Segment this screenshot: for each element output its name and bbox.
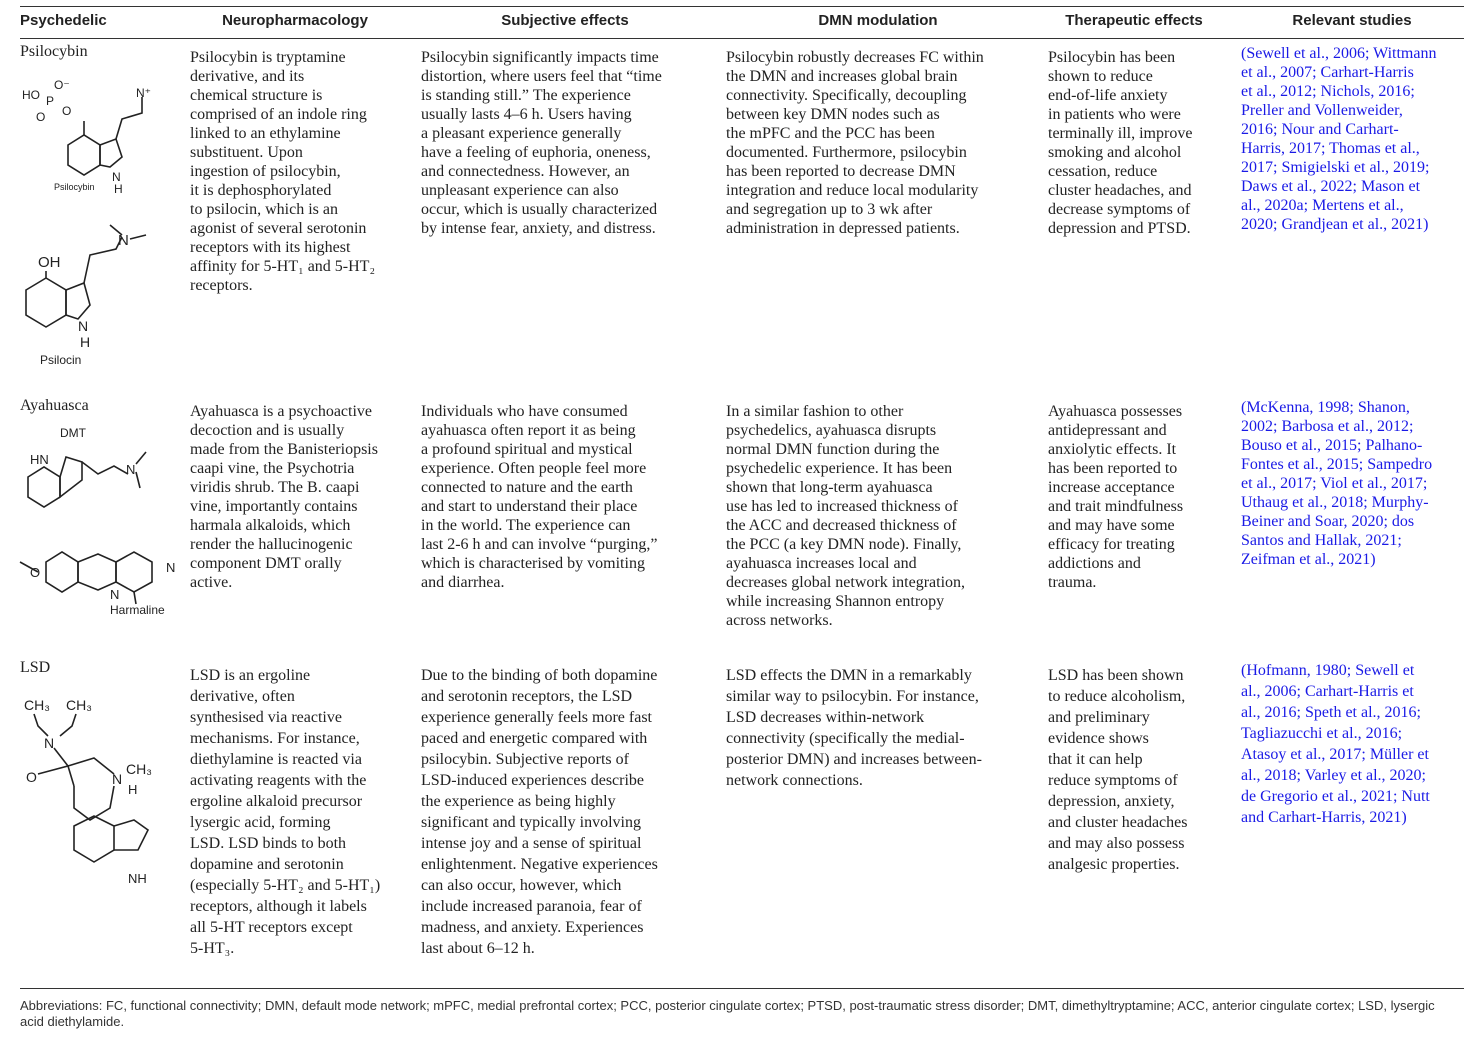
svg-text:H: H <box>128 782 138 797</box>
dmt-structure <box>28 426 146 507</box>
harmaline-structure <box>20 552 175 617</box>
header-subjective-effects: Subjective effects <box>501 12 629 29</box>
svg-text:N: N <box>112 170 121 184</box>
svg-text:N⁺: N⁺ <box>136 86 151 100</box>
psilocin-structure <box>26 225 146 367</box>
ayahuasca-neuropharmacology: Ayahuasca is a psychoactive decoction and is usually made from the Banisteriopsis caapi vine, the Psychotria viridis shrub. The B. caapi vine, importantly contains harmala alkaloids, which render the hallucinogenic component DMT orally active. <box>190 403 378 591</box>
svg-text:N: N <box>118 232 129 249</box>
svg-text:O: O <box>30 565 41 580</box>
svg-text:H: H <box>114 182 123 196</box>
ayahuasca-subjective-effects: Individuals who have consumed ayahuasca often report it as being a profound spiritual and mystical experience. Often people feel more connected to nature and the earth and start to understand their place in the world. The experience can last 2-6 h and can involve “purging,” which is characterised by vomiting and diarrhea. <box>421 403 658 591</box>
svg-text:O: O <box>26 769 37 785</box>
row-name-psilocybin: Psilocybin <box>20 43 88 60</box>
svg-text:CH₃: CH₃ <box>126 761 152 777</box>
svg-text:N: N <box>44 735 55 751</box>
table-footnote: Abbreviations: FC, functional connectivity; DMN, default mode network; mPFC, medial prefrontal cortex; PCC, posterior cingulate cortex; PTSD, post-traumatic stress disorder; DMT, dimethyltryptamine; ACC, anterior cingulate cortex; LSD, lysergic acid diethylamide. <box>20 998 1435 1029</box>
svg-text:H: H <box>80 334 91 350</box>
svg-text:N: N <box>112 771 123 787</box>
dmt-harmaline-structures <box>18 422 188 622</box>
bottom-rule <box>20 988 1464 989</box>
svg-text:NH: NH <box>128 871 147 886</box>
ayahuasca-therapeutic-effects: Ayahuasca possesses antidepressant and anxiolytic effects. It has been reported to increase acceptance and trait mindfulness and may have some efficacy for treating addictions and trauma. <box>1048 403 1184 591</box>
psilocybin-neuropharmacology: Psilocybin is tryptamine derivative, and its chemical structure is comprised of an indole ring linked to an ethylamine substituent. Upon ingestion of psilocybin, it is dephosphorylated to psilocin, which is an agonist of several serotonin receptors with its highest affinity for 5-HT₁ and 5-HT₂ receptors. <box>190 49 376 294</box>
svg-text:N: N <box>126 462 136 477</box>
header-relevant-studies: Relevant studies <box>1292 12 1412 29</box>
psilocybin-dmn-modulation: Psilocybin robustly decreases FC within the DMN and increases global brain connectivity. Specifically, decoupling between key DMN nodes such as the mPFC and the PCC has been documented. Furthermore, psilocybin has been reported to decrease DMN integration and reduce local modularity and segregation up to 3 wk after administration in depressed patients. <box>726 49 984 237</box>
psilocybin-subjective-effects: Psilocybin significantly impacts time distortion, where users feel that “time is standing still.” The experience usually lasts 4–6 h. Users having a pleasant experience generally have a feeling of euphoria, oneness, and connectedness. However, an unpleasant experience can also occur, which is usually characterized by intense fear, anxiety, and distress. <box>421 49 662 237</box>
svg-text:HO: HO <box>22 88 40 102</box>
svg-text:N: N <box>78 318 89 334</box>
structure-label-psilocin: Psilocin <box>40 353 82 367</box>
psilocybin-structure <box>22 78 151 196</box>
psilocybin-psilocin-structures <box>18 75 178 370</box>
lsd-structure <box>18 690 168 890</box>
header-neuropharmacology: Neuropharmacology <box>222 12 368 29</box>
lsd-relevant-studies[interactable]: (Hofmann, 1980; Sewell et al., 2006; Carhart-Harris et al., 2016; Speth et al., 2016; Tagliazucchi et al., 2016; Atasoy et al., 2017; Müller et al., 2018; Varley et al., 2020; de Gregorio et al., 2021; Nutt and Carhart-Harris, 2021) <box>1241 662 1430 826</box>
lsd-neuropharmacology: LSD is an ergoline derivative, often synthesised via reactive mechanisms. For instance, diethylamine is reacted via activating reagents with the ergoline alkaloid precursor lysergic acid, forming LSD. LSD binds to both dopamine and serotonin (especially 5-HT₂ and 5-HT₁) receptors, although it labels all 5-HT receptors except 5-HT₃. <box>190 667 381 957</box>
header-rule <box>20 38 1464 39</box>
ayahuasca-dmn-modulation: In a similar fashion to other psychedelics, ayahuasca disrupts normal DMN function during the psychedelic experience. It has been shown that long-term ayahuasca use has led to increased thickness of the ACC and decreased thickness of the PCC (a key DMN node). Finally, ayahuasca increases local and decreases global network integration, while increasing Shannon entropy across networks. <box>726 403 966 629</box>
psilocybin-therapeutic-effects: Psilocybin has been shown to reduce end-of-life anxiety in patients who were terminally ill, improve smoking and alcohol cessation, reduce cluster headaches, and decrease symptoms of depression and PTSD. <box>1048 49 1193 237</box>
top-rule <box>20 6 1464 7</box>
svg-text:HN: HN <box>30 452 49 467</box>
row-name-lsd: LSD <box>20 659 51 676</box>
psilocybin-relevant-studies[interactable]: (Sewell et al., 2006; Wittmann et al., 2007; Carhart-Harris et al., 2012; Nichols, 2016; Preller and Vollenweider, 2016; Nour and Carhart- Harris, 2017; Thomas et al., 2017; Smigielski et al., 2019; Daws et al., 2022; Mason et al., 2020a; Mertens et al., 2020; Grandjean et al., 2021) <box>1241 45 1437 233</box>
svg-text:P: P <box>46 94 55 108</box>
svg-text:N: N <box>110 587 120 602</box>
lsd-therapeutic-effects: LSD has been shown to reduce alcoholism, and preliminary evidence shows that it can help reduce symptoms of depression, anxiety, and cluster headaches and may also possess analgesic properties. <box>1048 667 1188 873</box>
svg-text:CH₃: CH₃ <box>24 697 50 713</box>
lsd-dmn-modulation: LSD effects the DMN in a remarkably similar way to psilocybin. For instance, LSD decreases within-network connectivity (specifically the medial- posterior DMN) and increases between- network connections. <box>726 667 982 789</box>
svg-text:O: O <box>36 110 46 124</box>
header-dmn-modulation: DMN modulation <box>818 12 938 29</box>
structure-label-dmt: DMT <box>60 426 86 440</box>
structure-label-psilocybin: Psilocybin <box>54 182 95 192</box>
ayahuasca-relevant-studies[interactable]: (McKenna, 1998; Shanon, 2002; Barbosa et al., 2012; Bouso et al., 2015; Palhano- Fontes et al., 2015; Sampedro et al., 2017; Viol et al., 2017; Uthaug et al., 2018; Murphy- Beiner and Soar, 2020; dos Santos and Hallak, 2021; Zeifman et al., 2021) <box>1241 399 1433 568</box>
svg-text:OH: OH <box>38 254 61 271</box>
svg-text:O⁻: O⁻ <box>54 78 70 92</box>
svg-text:N: N <box>166 560 176 575</box>
header-psychedelic: Psychedelic <box>20 12 107 29</box>
svg-text:O: O <box>62 104 72 118</box>
svg-text:CH₃: CH₃ <box>66 697 92 713</box>
row-name-ayahuasca: Ayahuasca <box>20 397 89 414</box>
structure-label-harmaline: Harmaline <box>110 603 165 617</box>
header-therapeutic-effects: Therapeutic effects <box>1065 12 1203 29</box>
lsd-subjective-effects: Due to the binding of both dopamine and serotonin receptors, the LSD experience generally feels more fast paced and energetic compared with psilocybin. Subjective reports of LSD-induced experiences describe the experience as being highly significant and typically involving intense joy and a sense of spiritual enlightenment. Negative experiences can also occur, however, which include increased paranoia, fear of madness, and anxiety. Experiences last about 6–12 h. <box>421 667 658 957</box>
